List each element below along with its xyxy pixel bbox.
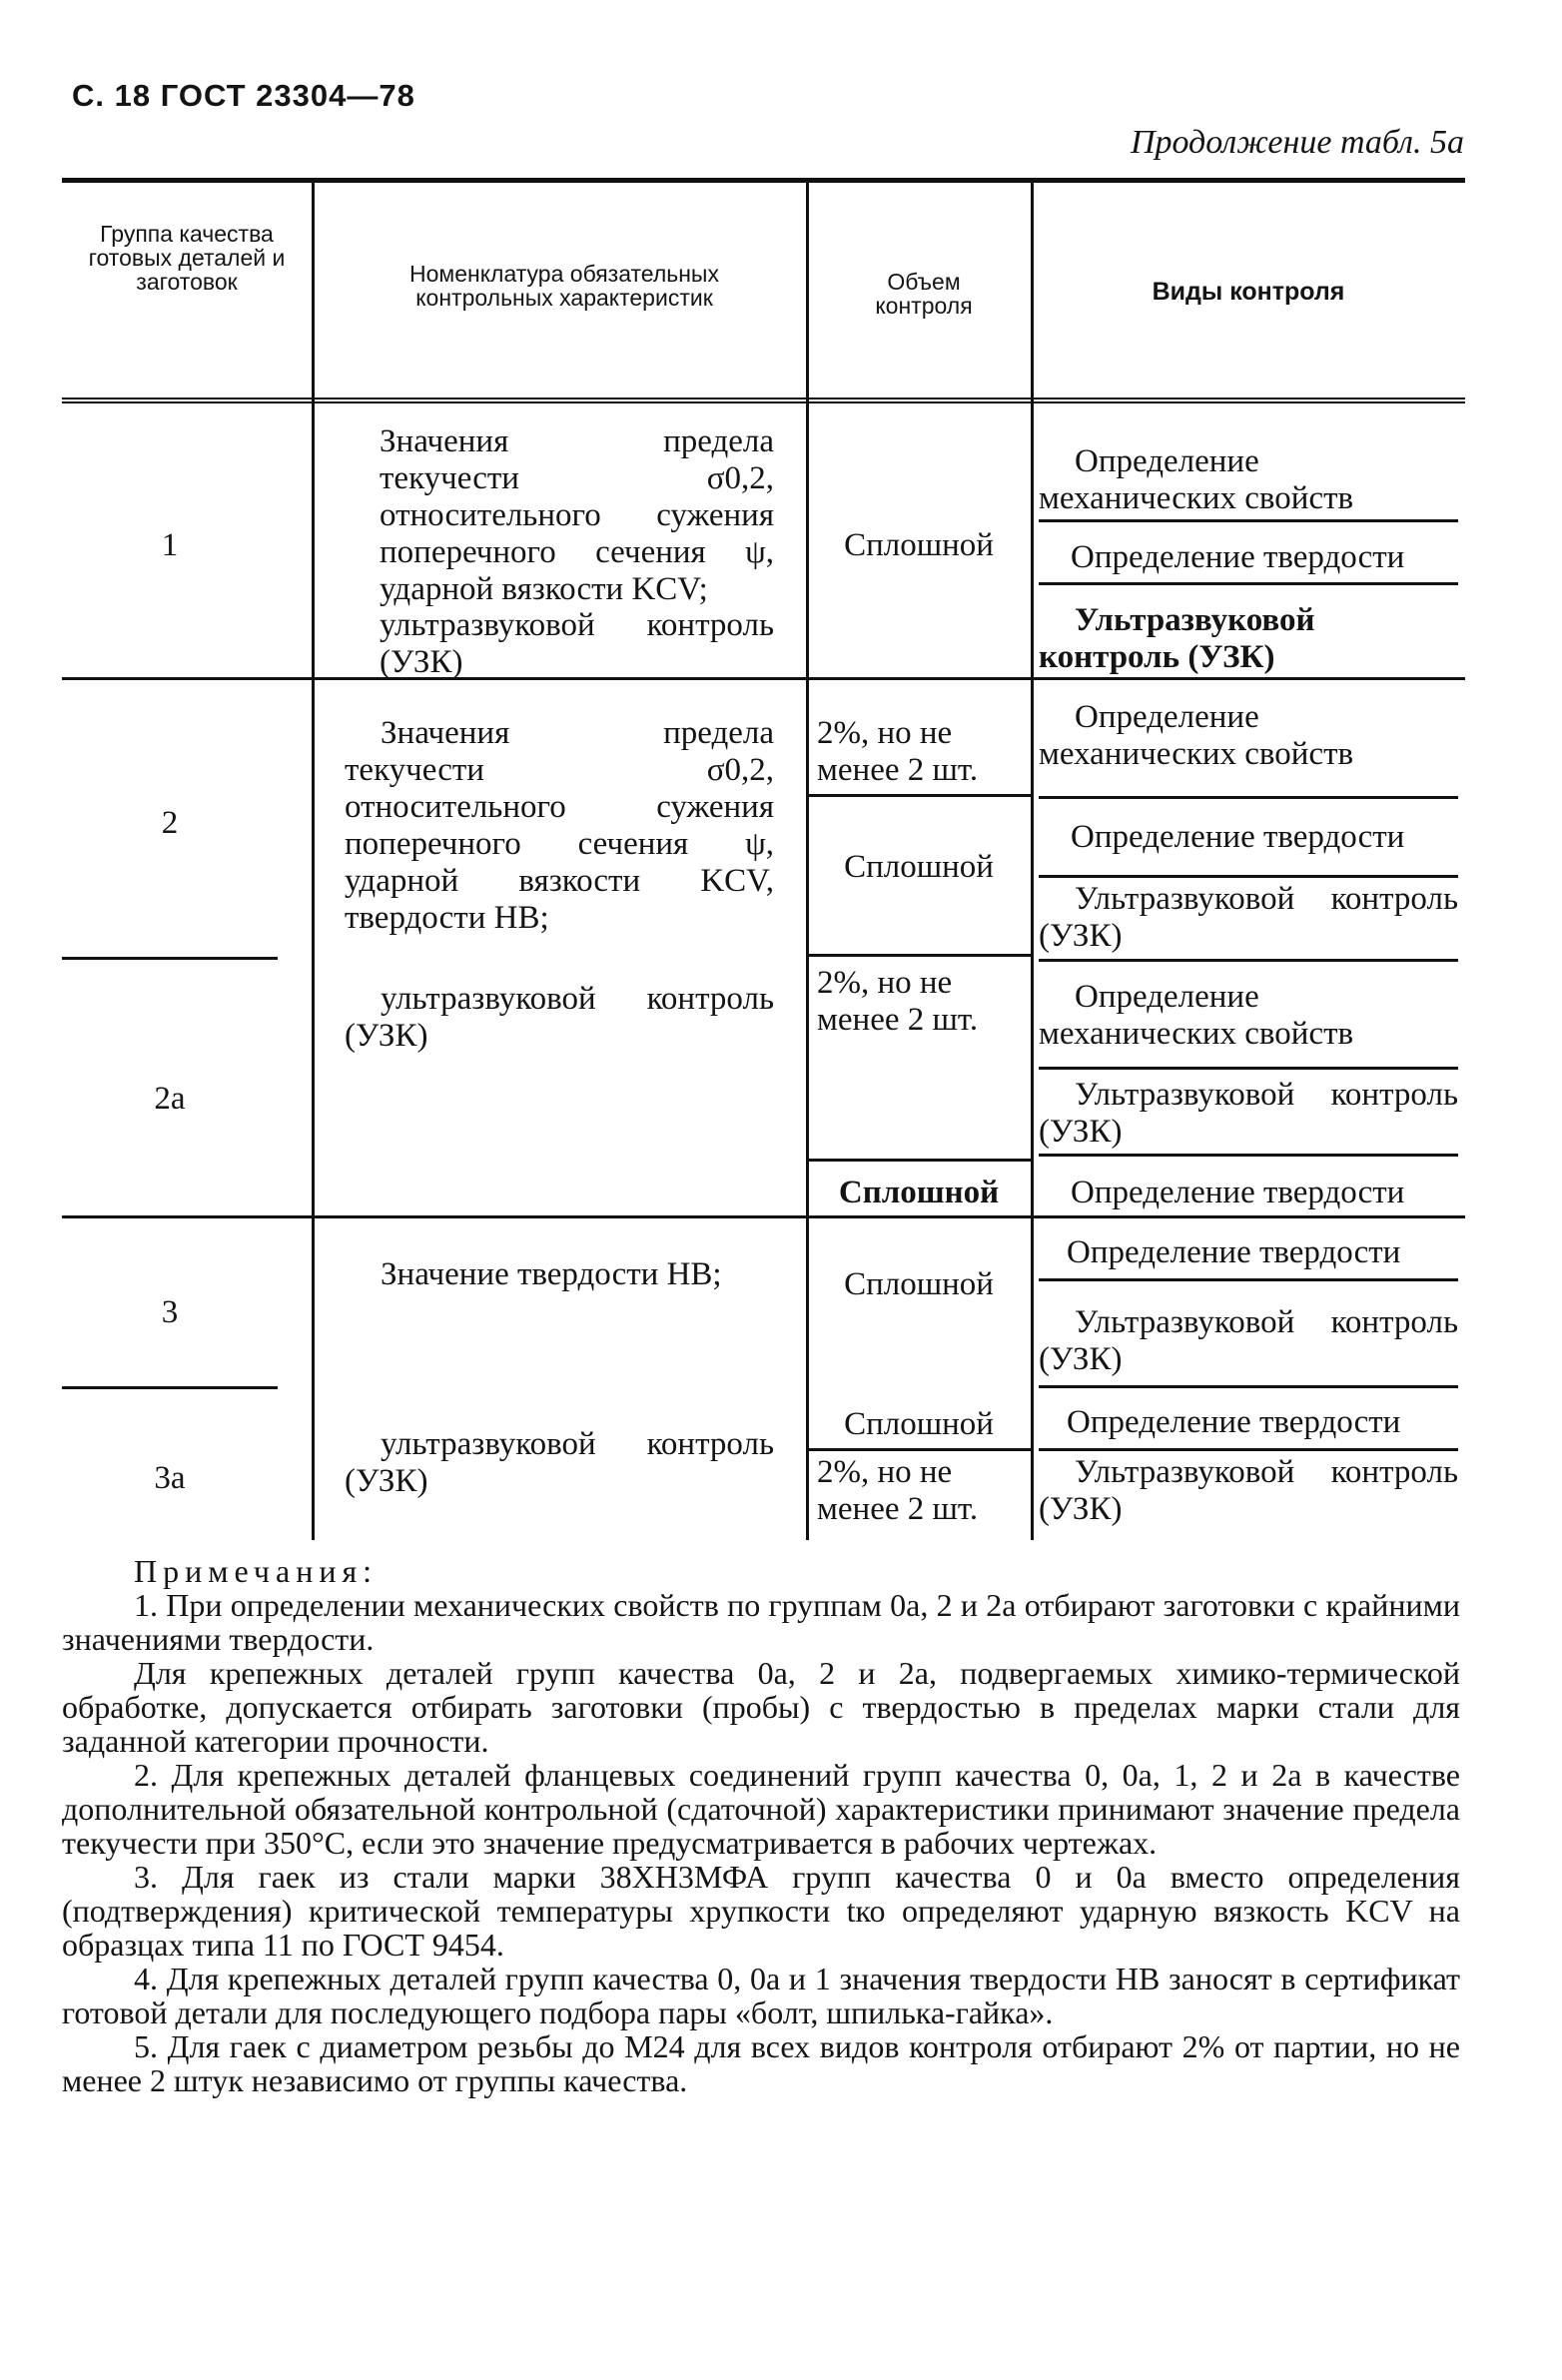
kinds-divider-3a: [1039, 1278, 1458, 1281]
kinds-divider-2d: [1039, 1067, 1458, 1070]
table-continuation-label: Продолжение табл. 5а: [1130, 124, 1464, 161]
row3-nomenclature: Значение твердости HB;: [381, 1256, 722, 1292]
note-5: 5. Для гаек с диаметром резьбы до М24 для всех видов контроля отбирают 2% от партии, но не менее 2 штук независимо от группы качества.: [62, 2028, 1460, 2098]
notes-section: [62, 1554, 1460, 2097]
row1-kind-3: Ультразвуковой контроль (УЗК): [1039, 602, 1315, 675]
row1-nomenclature-2: ультразвуковой контроль (УЗК): [380, 607, 774, 680]
row3a-volume-2: 2%, но не менее 2 шт.: [817, 1454, 979, 1527]
row2a-group: 2а: [154, 1081, 186, 1117]
kinds-divider-1a: [1039, 519, 1458, 522]
header-group: Группа качества готовых деталей и заготовок: [88, 221, 286, 295]
row2-nomenclature: Значения предела текучести σ0,2, относительного сужения поперечного сечения ψ, ударной вязкости KCV, твердости HB;: [345, 715, 774, 936]
row3a-volume-1: Сплошной: [844, 1406, 994, 1442]
row2a-nomenclature: ультразвуковой контроль (УЗК): [345, 981, 774, 1054]
volume-divider-row2a: [809, 1159, 1031, 1162]
header-kinds: Виды контроля: [1152, 278, 1345, 306]
row2-group: 2: [161, 805, 179, 841]
row1-kind-1: Определение механических свойств: [1039, 443, 1354, 516]
row1-group: 1: [161, 527, 179, 563]
row3a-kind-1: Определение твердости: [1067, 1404, 1401, 1440]
row1-nomenclature: Значения предела текучести σ0,2, относительного сужения поперечного сечения ψ, ударной вязкости KCV;: [380, 423, 774, 607]
note-3: 3. Для гаек из стали марки 38ХН3МФА групп качества 0 и 0а вместо определения (подтверждения) критической температуры хрупкости tко определяют ударную вязкость KCV на образцах типа 11 по ГОСТ 9454.: [62, 1859, 1460, 1963]
note-1: 1. При определении механических свойств по группам 0а, 2 и 2а отбирают заготовки с крайними значениями твердости.: [62, 1587, 1460, 1657]
row1-volume: Сплошной: [844, 527, 994, 563]
row3a-group: 3а: [154, 1460, 186, 1496]
col-divider-2: [806, 182, 809, 1540]
row3a-nomenclature: ультразвуковой контроль (УЗК): [345, 1426, 774, 1499]
row2-kind-2: Определение твердости: [1071, 819, 1405, 855]
kinds-divider-2b: [1039, 875, 1458, 878]
row1-kind-2: Определение твердости: [1071, 539, 1405, 575]
row3-kind-1: Определение твердости: [1067, 1234, 1401, 1270]
page-header: С. 18 ГОСТ 23304—78: [72, 78, 415, 113]
row2a-volume-2: Сплошной: [838, 1175, 1000, 1210]
header-nomenclature: Номенклатура обязательных контрольных характеристик: [409, 261, 719, 311]
row3-volume: Сплошной: [844, 1266, 994, 1302]
row2-kind-3: Ультразвуковой контроль (УЗК): [1039, 881, 1458, 954]
row2a-kind-2: Ультразвуковой контроль (УЗК): [1039, 1077, 1458, 1150]
row3a-kind-2: Ультразвуковой контроль (УЗК): [1039, 1454, 1458, 1527]
kinds-divider-2a: [1039, 796, 1458, 799]
table-top-rule: [62, 178, 1465, 183]
kinds-divider-1b: [1039, 582, 1458, 585]
volume-divider-row3a: [809, 1448, 1031, 1451]
kinds-divider-3b: [1039, 1385, 1458, 1388]
note-4: 4. Для крепежных деталей групп качества 0, 0а и 1 значения твердости HB заносят в сертификат готовой детали для последующего подбора пары «болт, шпилька-гайка».: [62, 1961, 1460, 2030]
row2-volume-2: Сплошной: [844, 849, 994, 885]
row2a-kind-3: Определение твердости: [1071, 1175, 1405, 1210]
volume-divider-row2b: [809, 954, 1031, 957]
row2a-kind-1: Определение механических свойств: [1039, 979, 1354, 1052]
note-1-continued: Для крепежных деталей групп качества 0а, 2 и 2а, подвергаемых химико-термической обработке, допускается отбирать заготовки (пробы) с твердостью в пределах марки стали для заданной категории прочности.: [62, 1655, 1460, 1759]
header-bottom-rule: [62, 397, 1465, 403]
row3-kind-2: Ультразвуковой контроль (УЗК): [1039, 1304, 1458, 1377]
row3-group: 3: [161, 1294, 179, 1330]
row2a-volume-1: 2%, но не менее 2 шт.: [817, 965, 979, 1038]
kinds-divider-3c: [1039, 1448, 1458, 1451]
row-divider-3: [62, 1386, 278, 1389]
row2-volume-1: 2%, но не менее 2 шт.: [817, 715, 979, 788]
header-volume: Объем контроля: [875, 269, 973, 319]
volume-divider-row2: [809, 794, 1031, 797]
kinds-divider-2e: [1039, 1154, 1458, 1157]
kinds-divider-2c: [1039, 959, 1458, 962]
notes-title: Примечания:: [134, 1553, 379, 1589]
row-divider-2a: [62, 1215, 1465, 1218]
col-divider-1: [312, 182, 315, 1540]
row2-kind-1: Определение механических свойств: [1039, 699, 1354, 772]
row-divider-2: [62, 957, 278, 960]
note-2: 2. Для крепежных деталей фланцевых соединений групп качества 0, 0а, 1, 2 и 2а в качестве дополнительной обязательной контрольной (сдаточной) характеристики принимают значение предела текучести при 350°С, если это значение предусматривается в рабочих чертежах.: [62, 1757, 1460, 1861]
col-divider-3: [1031, 182, 1034, 1540]
